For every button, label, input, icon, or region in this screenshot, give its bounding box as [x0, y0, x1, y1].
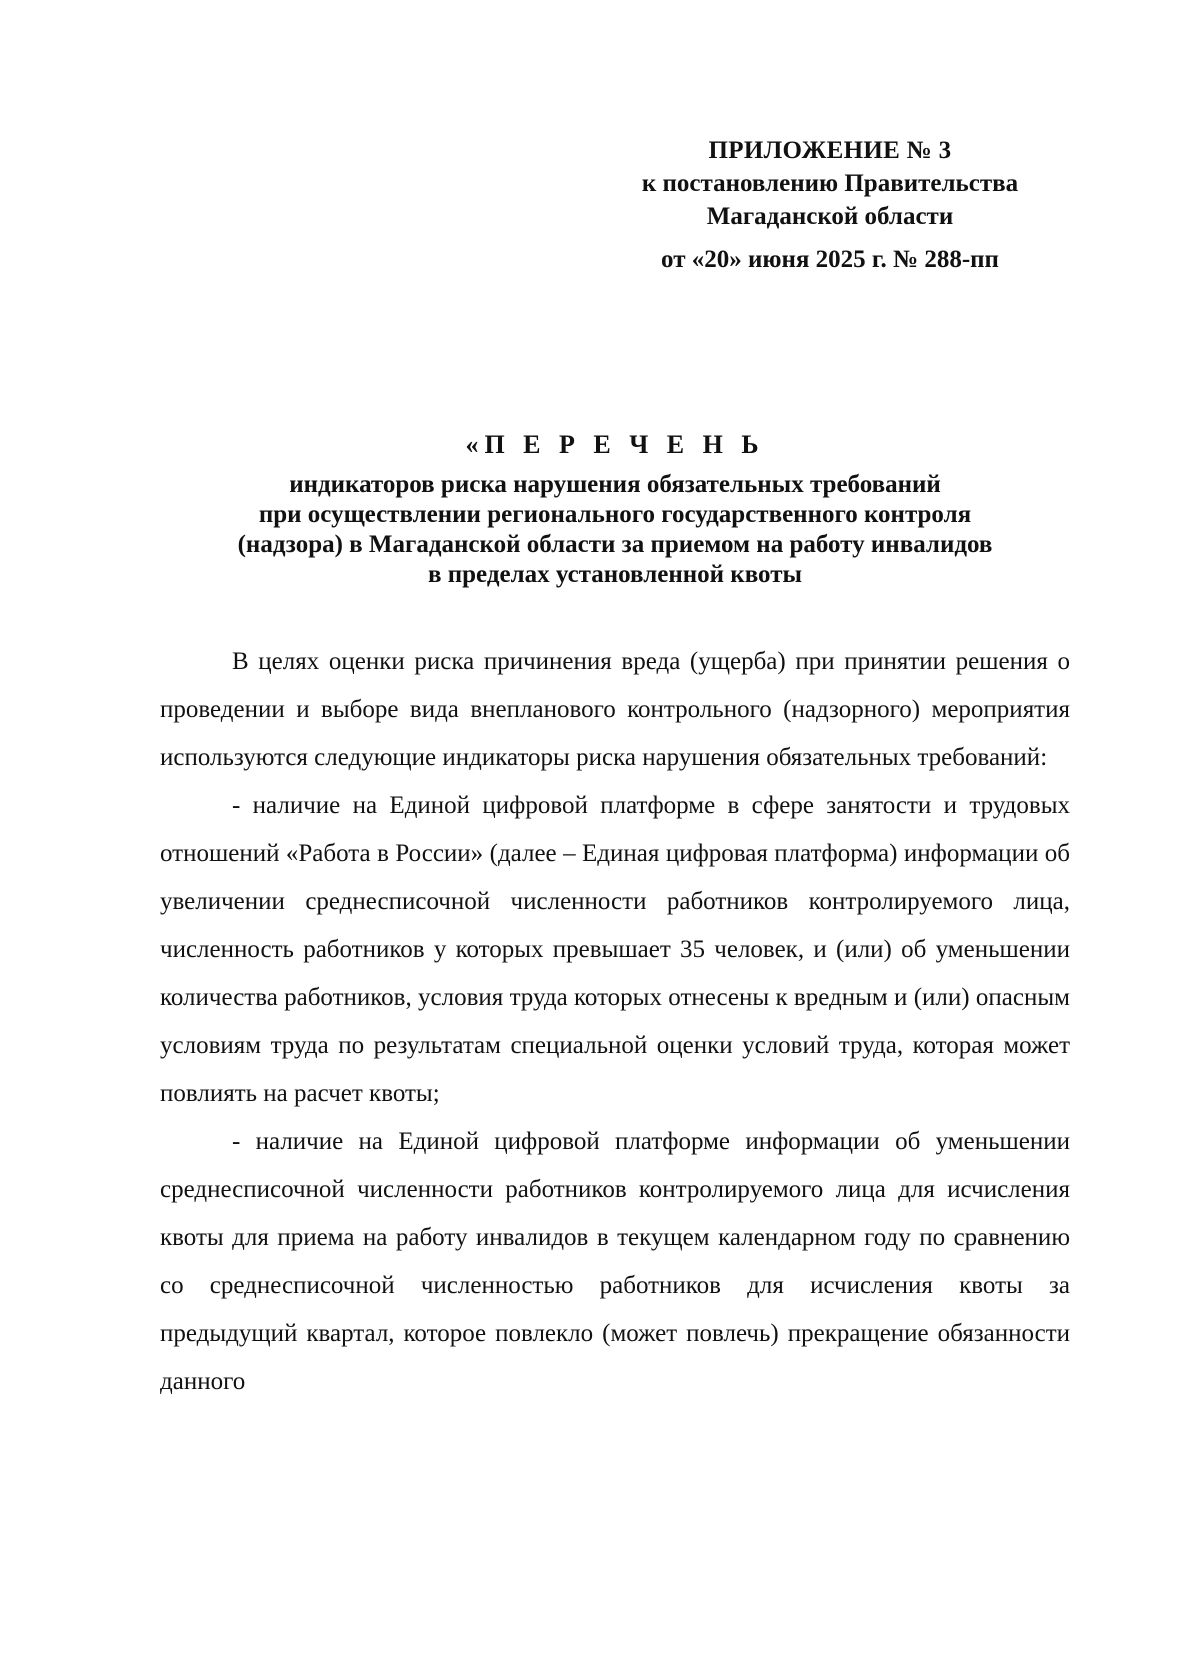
- heading-line-3: (надзора) в Магаданской области за приемом на работу инвалидов: [237, 531, 993, 558]
- heading-caption: «П Е Р Е Ч Е Н Ь: [465, 430, 765, 459]
- appendix-title: ПРИЛОЖЕНИЕ № 3: [708, 137, 952, 164]
- indicator-item-1: - наличие на Единой цифровой платформе в сфере занятости и трудовых отношений «Работа в России» (далее – Единая цифровая платформа) информации об увеличении среднесписочной численности работников контролируемого лица, численность работников у которых превышает 35 человек, и (или) об уменьшении количества работников, условия труда которых отнесены к вредным и (или) опасным условиям труда по результатам специальной оценки условий труда, которая может повлиять на расчет квоты;: [160, 792, 1070, 1107]
- heading-line-4: в пределах установленной квоты: [428, 561, 802, 588]
- heading-line-1: индикаторов риска нарушения обязательных требований: [289, 471, 941, 498]
- indicator-item-2: - наличие на Единой цифровой платформе информации об уменьшении среднесписочной численности работников контролируемого лица для исчисления квоты для приема на работу инвалидов в текущем календарном году по сравнению со среднесписочной численностью работников для исчисления квоты за предыдущий квартал, которое повлекло (может повлечь) прекращение обязанности данного: [160, 1128, 1070, 1395]
- intro-paragraph: В целях оценки риска причинения вреда (ущерба) при принятии решения о проведении и выборе вида внепланового контрольного (надзорного) мероприятия используются следующие индикаторы риска нарушения обязательных требований:: [160, 648, 1070, 771]
- appendix-line-1: к постановлению Правительства: [641, 170, 1019, 197]
- document-body: [160, 638, 1070, 1406]
- appendix-date: от «20» июня 2025 г. № 288-пп: [661, 246, 999, 273]
- document-heading: [160, 430, 1070, 590]
- heading-line-2: при осуществлении регионального государственного контроля: [258, 501, 972, 528]
- appendix-header: [590, 134, 1070, 276]
- appendix-line-2: Магаданской области: [706, 203, 954, 230]
